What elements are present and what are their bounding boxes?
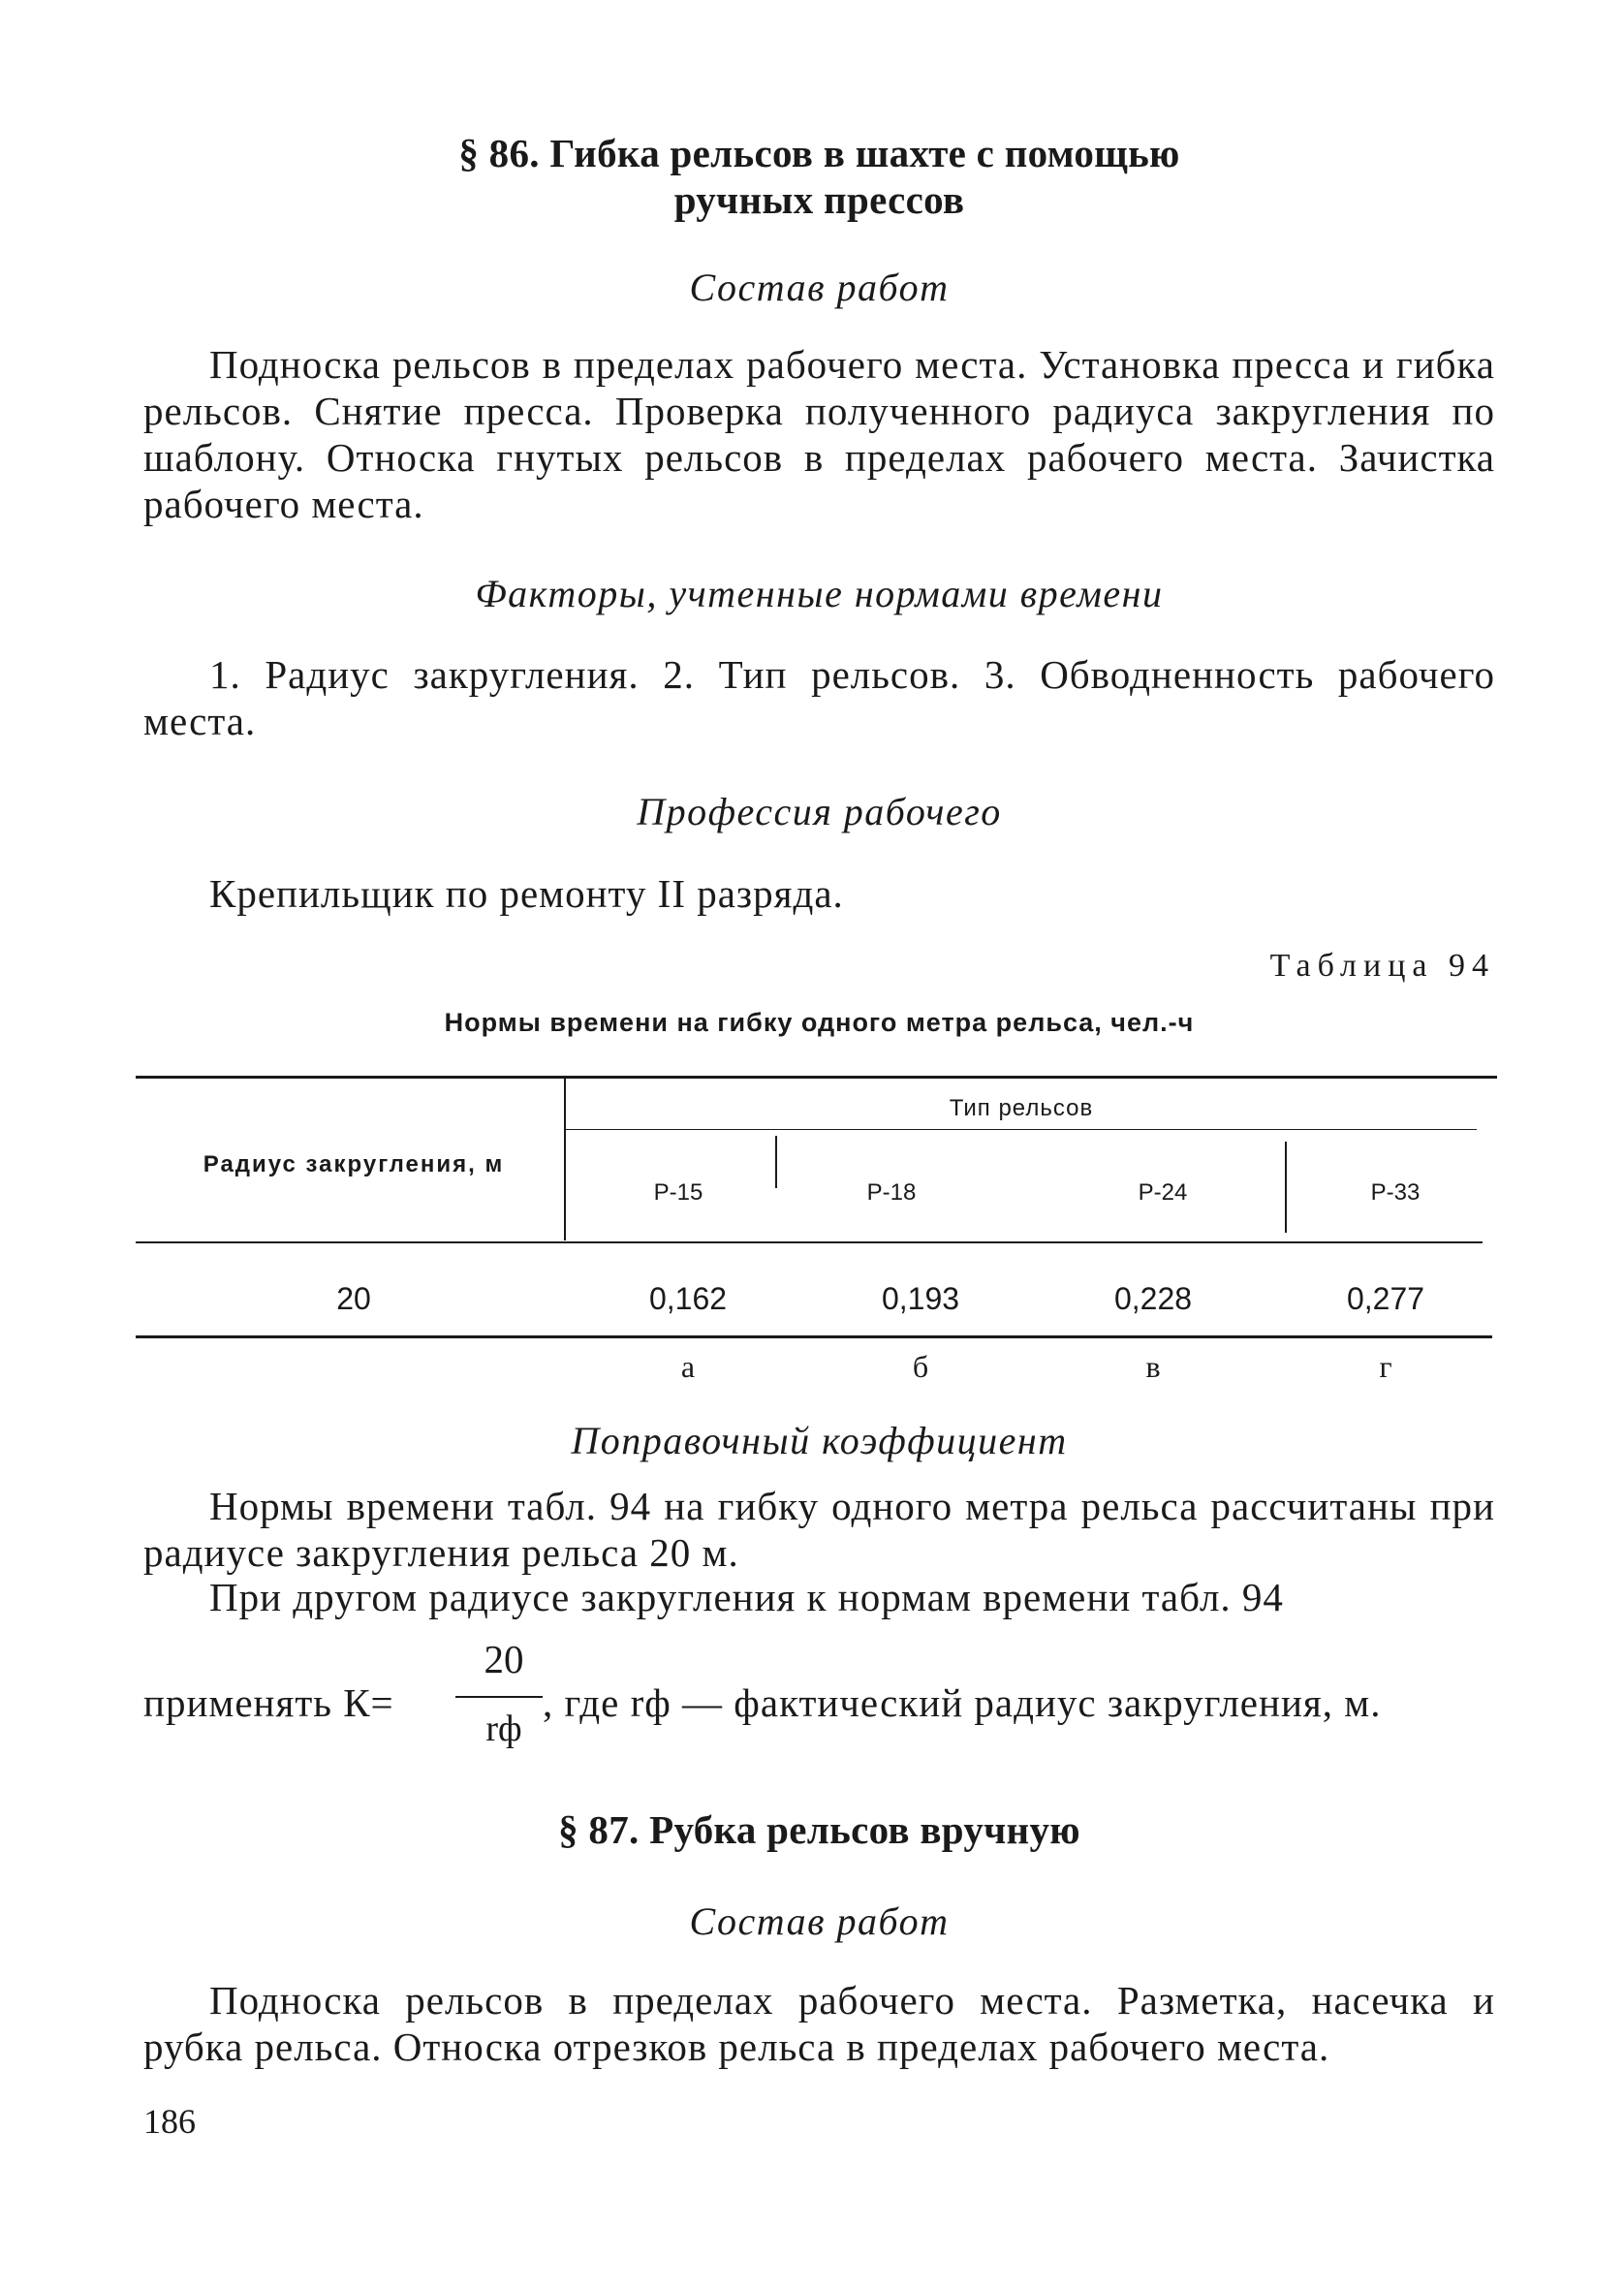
table-value: 0,193 bbox=[881, 1281, 960, 1316]
column-letter: б bbox=[912, 1349, 929, 1384]
table-top-rule bbox=[136, 1076, 1497, 1079]
factors-heading: Факторы, учтенные нормами времени bbox=[475, 572, 1164, 615]
column-header: Р-18 bbox=[866, 1179, 917, 1206]
column-header: Р-24 bbox=[1138, 1179, 1188, 1206]
table-body-bottom-rule bbox=[136, 1335, 1492, 1338]
column-header: Р-15 bbox=[653, 1179, 703, 1206]
section-87-composition-paragraph: Подноска рельсов в пределах рабочего места. Разметка, насечка и рубка рельса. Относка отрезков рельса в пределах рабочего места. bbox=[143, 1978, 1495, 2069]
formula-numerator: 20 bbox=[484, 1637, 524, 1681]
row-header: Радиус закругления, м bbox=[203, 1151, 505, 1177]
section-86-title-line1: § 86. Гибка рельсов в шахте с помощью bbox=[458, 131, 1180, 175]
group-header: Тип рельсов bbox=[949, 1095, 1094, 1121]
formula-suffix: , где rф — фактический радиус закругления, м. bbox=[543, 1680, 1382, 1725]
fraction-bar bbox=[455, 1696, 543, 1698]
composition-paragraph: Подноска рельсов в пределах рабочего места. Установка пресса и гибка рельсов. Снятие пресса. Проверка полученного радиуса закругления по шаблону. Относка гнутых рельсов в пределах рабочего места. Зачистка рабочего места. bbox=[143, 342, 1495, 526]
section-87-composition-heading: Состав работ bbox=[689, 1899, 950, 1943]
page-number: 186 bbox=[143, 2102, 196, 2141]
factors-paragraph: 1. Радиус закругления. 2. Тип рельсов. 3. Обводненность рабочего места. bbox=[143, 652, 1495, 743]
formula-prefix: применять К= bbox=[143, 1680, 394, 1725]
correction-paragraph-2: При другом радиусе закругления к нормам времени табл. 94 bbox=[209, 1575, 1284, 1619]
section-86-title-line2: ручных прессов bbox=[673, 177, 965, 222]
table-col-divider-2 bbox=[1285, 1142, 1287, 1233]
formula-denominator: rф bbox=[485, 1709, 522, 1749]
column-letter: а bbox=[680, 1349, 696, 1384]
table-col-divider-1 bbox=[775, 1136, 777, 1188]
profession-heading: Профессия рабочего bbox=[637, 790, 1002, 833]
composition-heading: Состав работ bbox=[689, 266, 950, 309]
table-group-rule bbox=[566, 1129, 1477, 1130]
table-caption: Таблица 94 bbox=[1269, 948, 1495, 984]
table-value: 0,228 bbox=[1113, 1281, 1193, 1316]
correction-heading: Поправочный коэффициент bbox=[571, 1419, 1068, 1462]
table-value: 0,277 bbox=[1346, 1281, 1425, 1316]
correction-paragraph-1: Нормы времени табл. 94 на гибку одного метра рельса рассчитаны при радиусе закругления рельса 20 м. bbox=[143, 1484, 1495, 1575]
profession-paragraph: Крепильщик по ремонту II разряда. bbox=[209, 871, 844, 916]
table-value: 0,162 bbox=[648, 1281, 728, 1316]
column-letter: г bbox=[1379, 1349, 1392, 1384]
section-87-title: § 87. Рубка рельсов вручную bbox=[558, 1807, 1080, 1852]
column-letter: в bbox=[1145, 1349, 1161, 1384]
table-title: Нормы времени на гибку одного метра рельса, чел.-ч bbox=[444, 1008, 1195, 1037]
row-label: 20 bbox=[336, 1281, 371, 1316]
table-header-bottom-rule bbox=[136, 1241, 1483, 1243]
column-header: Р-33 bbox=[1370, 1179, 1421, 1206]
